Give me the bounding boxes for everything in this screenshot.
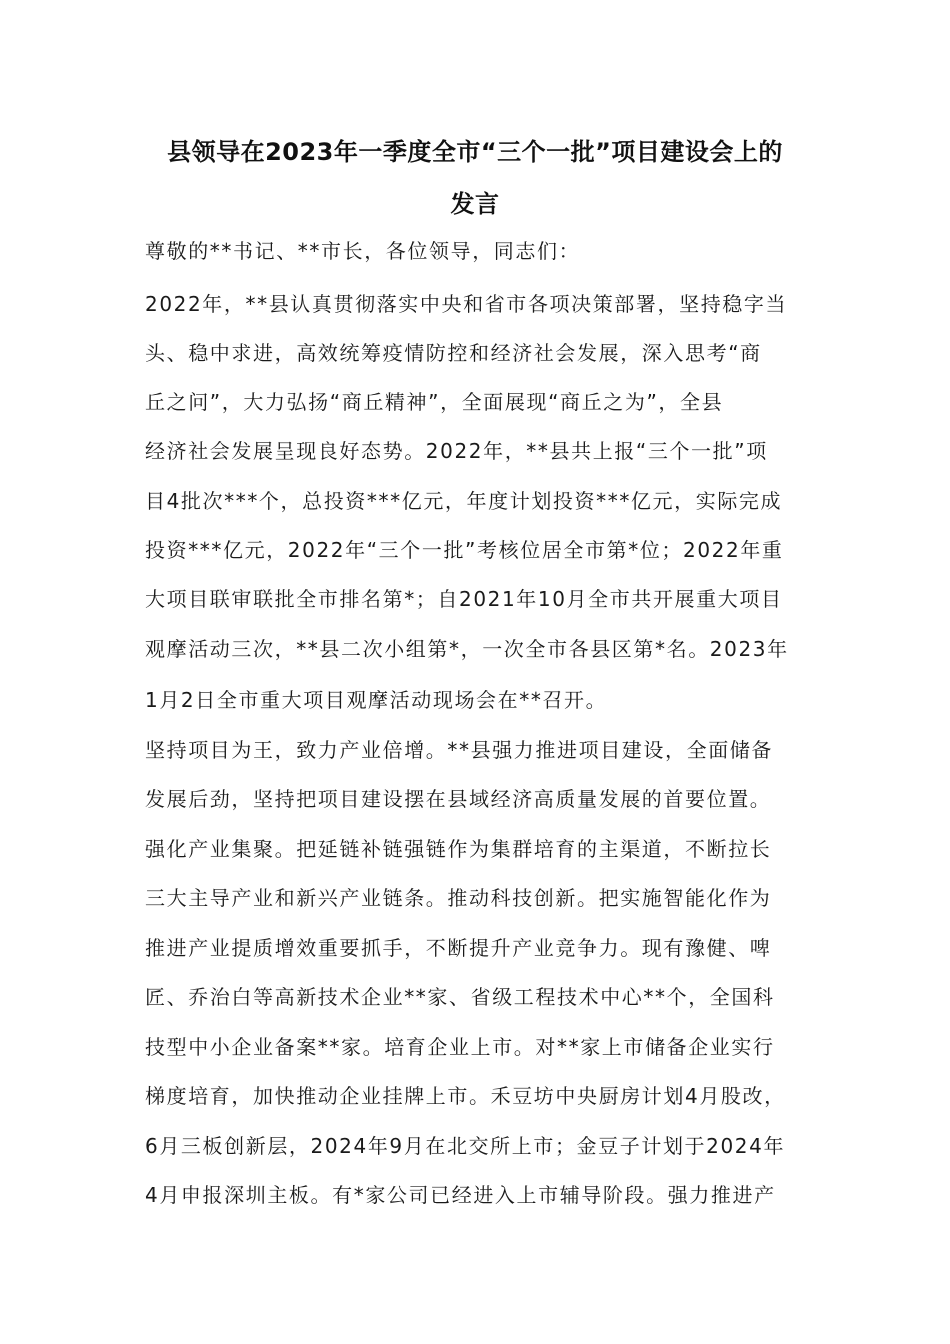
body-line: 观摩活动三次，**县二次小组第*，一次全市各县区第*名。2023年 <box>145 637 789 661</box>
salutation-line: 尊敬的**书记、**市长，各位领导，同志们： <box>145 239 581 263</box>
body-line: 目4批次***个，总投资***亿元，年度计划投资***亿元，实际完成 <box>145 489 783 513</box>
body-line: 强化产业集聚。把延链补链强链作为集群培育的主渠道，不断拉长 <box>145 837 772 861</box>
body-line: 头、稳中求进，高效统筹疫情防控和经济社会发展，深入思考“商 <box>145 341 762 365</box>
body-line: 梯度培育，加快推动企业挂牌上市。禾豆坊中央厨房计划4月股改， <box>145 1084 786 1108</box>
body-line: 经济社会发展呈现良好态势。2022年，**县共上报“三个一批”项 <box>145 439 768 463</box>
body-line: 4月申报深圳主板。有*家公司已经进入上市辅导阶段。强力推进产 <box>145 1183 776 1207</box>
body-line: 三大主导产业和新兴产业链条。推动科技创新。把实施智能化作为 <box>145 886 772 910</box>
body-line: 推进产业提质增效重要抓手，不断提升产业竞争力。现有豫健、啤 <box>145 936 772 960</box>
body-line: 6月三板创新层，2024年9月在北交所上市；金豆子计划于2024年 <box>145 1134 786 1158</box>
body-line: 丘之问”，大力弘扬“商丘精神”，全面展现“商丘之为”，全县 <box>145 390 724 414</box>
document-title-line-2: 发言 <box>450 190 500 218</box>
body-line: 2022年，**县认真贯彻落实中央和省市各项决策部署，坚持稳字当 <box>145 292 788 316</box>
body-line: 1月2日全市重大项目观摩活动现场会在**召开。 <box>145 688 608 712</box>
body-line: 大项目联审联批全市排名第*；自2021年10月全市共开展重大项目 <box>145 587 783 611</box>
body-line: 投资***亿元，2022年“三个一批”考核位居全市第*位；2022年重 <box>145 538 784 562</box>
body-line: 技型中小企业备案**家。培育企业上市。对**家上市储备企业实行 <box>145 1035 775 1059</box>
body-line: 匠、乔治白等高新技术企业**家、省级工程技术中心**个，全国科 <box>145 985 775 1009</box>
document-title-line-1: 县领导在2023年一季度全市“三个一批”项目建设会上的 <box>167 138 783 166</box>
body-line: 坚持项目为王，致力产业倍增。**县强力推进项目建设，全面储备 <box>145 738 773 762</box>
body-line: 发展后劲，坚持把项目建设摆在县域经济高质量发展的首要位置。 <box>145 787 772 811</box>
